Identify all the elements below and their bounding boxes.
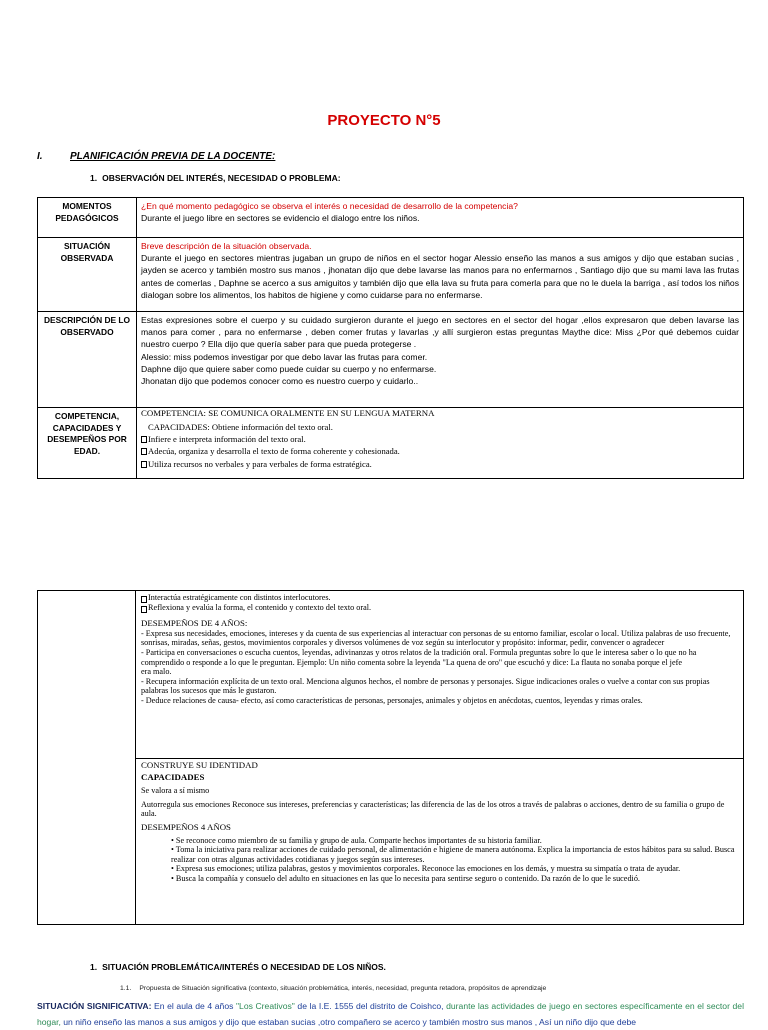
desempenos-heading: DESEMPEÑOS DE 4 AÑOS:: [141, 618, 248, 629]
cell-competencia: [137, 408, 744, 479]
desempeno-item: - Deduce relaciones de causa- efecto, así como características de personas, personajes, animales y objetos en anécdotas, cuentos, leyendas y rimas orales.: [141, 695, 643, 705]
section-i-text: PLANIFICACIÓN PREVIA DE LA DOCENTE:: [70, 151, 276, 162]
row-momentos: [38, 198, 744, 238]
section-situacion-problematica: [90, 962, 386, 972]
row-descripcion: [38, 312, 744, 408]
identidad-heading: CONSTRUYE SU IDENTIDAD: [141, 760, 258, 770]
desempeno4-item: • Expresa sus emociones; utiliza palabras, gestos y movimientos corporales. Reconoce las emociones en los demás, y muestra su simpatía o trata de ayudar.: [171, 864, 681, 874]
desempeno-item: - Expresa sus necesidades, emociones, intereses y da cuenta de sus experiencias al interactuar con personas de su entorno familiar, escolar o local. Utiliza palabras de uso frecuente, sonrisas, miradas, señas, gestos, movimientos corporales y diversos volúmenes de voz según su interlocutor y propósito: informar, pedir, convencer o agradecer: [141, 628, 731, 648]
empty-label-column: [38, 591, 136, 924]
descripcion-line: Jhonatan dijo que podemos conocer como es nuestro cuerpo y cuidarlo..: [141, 376, 419, 387]
autorregula-text: Autorregula sus emociones Reconoce sus intereses, preferencias y características; las diferencia de las de los otros a través de palabras o acciones, dentro de su familia o grupo de aula.: [141, 799, 725, 819]
competencia-capacidades: CAPACIDADES: Obtiene información del texto oral.: [148, 422, 333, 432]
competencia-item: Infiere e interpreta información del texto oral.: [141, 433, 739, 445]
situacion-segment: En el aula de 4 años: [151, 1001, 236, 1011]
cell-situacion: [137, 238, 744, 312]
subsection-number: 1.1.: [120, 985, 132, 992]
identidad-cell: [136, 758, 743, 925]
desempenos4-heading: DESEMPEÑOS 4 AÑOS: [141, 821, 231, 832]
desempeno-item: - Participa en conversaciones o escucha cuentos, leyendas, adivinanzas y otros relatos de la tradición oral. Formula preguntas sobre lo que le interesa saber o lo que no ha comprendido o responde a lo que le preguntan. Ejemplo: Un niño comenta sobre la leyenda "La quena de oro" que escuchó y dice: La flauta no sonaba porque el jefe: [141, 647, 697, 667]
section-2-number: 1.: [90, 962, 98, 972]
desempeno4-item: • Busca la compañía y consuelo del adulto en situaciones en las que lo necesita para sentirse seguro o contenido. Da razón de lo que le sucedió.: [171, 873, 640, 883]
label-competencia: COMPETENCIA, CAPACIDADES Y DESEMPEÑOS POR EDAD.: [38, 408, 137, 479]
situacion-text: Durante el juego en sectores mientras jugaban un grupo de niños en el sector hogar Alessio enseño las manos a sus amigos y dijo que estaban sucias , jayden se acerco y también mostro sus manos , jhonatan dijo que debe lavarse las manos para no enfermarnos , Santiago dijo que su mami lava las frutas antes de comerlas , Daphne se acerco a sus amiguitos y también dijo que ella lava su fruta para comerla para que no le duela la barriga , así todos los niños dialogan sobre los alimentos, los habitos de higiene y como cuidarse para no enfermarse.: [141, 253, 739, 300]
situacion-segment: de la I.E. 1555 del distrito de Coishco,: [294, 1001, 447, 1011]
desempeno-continuation: era malo.: [141, 667, 172, 677]
cell-momentos: [137, 198, 744, 238]
descripcion-line: Daphne dijo que quiere saber como puede cuidar su cuerpo y no enfermarse.: [141, 363, 437, 374]
momentos-answer: Durante el juego libre en sectores se evidencio el dialogo entre los niños.: [141, 213, 420, 224]
situacion-prompt: Breve descripción de la situación observada.: [141, 241, 312, 251]
section-2-text: SITUACIÓN PROBLEMÁTICA/INTERÉS O NECESIDAD DE LOS NIÑOS.: [102, 962, 386, 972]
subheading-text: OBSERVACIÓN DEL INTERÉS, NECESIDAD O PROBLEMA:: [102, 173, 341, 183]
subsection-propuesta: [120, 985, 546, 992]
competencia-item: Utiliza recursos no verbales y para verbales de forma estratégica.: [141, 458, 739, 470]
desempenos4-list: [141, 836, 738, 884]
desempeno4-item: • Toma la iniciativa para realizar acciones de cuidado personal, de alimentación e higiene de manera autónoma. Explica la importancia de estos hábitos para su salud. Busca realizar con otras algunas actividades cotidianas y juegos según sus intereses.: [171, 845, 735, 864]
subsection-text: Propuesta de Situación significativa (contexto, situación problemática, interés, necesidad, pregunta retadora, propósitos de aprendizaje: [139, 985, 547, 992]
page-title: PROYECTO N°5: [327, 112, 441, 129]
situacion-significativa-label: SITUACIÓN SIGNIFICATIVA:: [37, 1001, 152, 1011]
situacion-significativa-paragraph: [37, 998, 744, 1030]
capacidades-heading: CAPACIDADES: [141, 771, 205, 782]
row-competencia: [38, 408, 744, 479]
capacidad-item: Interactúa estratégicamente con distintos interlocutores.: [141, 593, 738, 603]
descripcion-line: Estas expresiones sobre el cuerpo y su cuidado surgieron durante el juego en sectores en el sector del hogar ,ellos expresaron que deben lavarse las manos para comer , para no enfermarse , deben comer frutas y lavarlas ,y allí surgieron estas preguntas Maythe dice: Miss ¿Por qué debemos cuidar nuestro cuerpo ? Ella dijo que quería saber para que pueda protegerse .: [141, 315, 739, 350]
situacion-segment: un niño enseño las manos a sus amigos y dijo que estaban sucias ,otro compañero se acerco y también mostro sus manos , Así un niño dijo que debe: [63, 1017, 637, 1027]
label-momentos: MOMENTOS PEDAGÓGICOS: [38, 198, 137, 238]
situacion-segment: "Los Creativos": [235, 1001, 295, 1011]
section-i-heading: [37, 151, 275, 162]
desempeno4-item: • Se reconoce como miembro de su familia y grupo de aula. Comparte hechos importantes de su historia familiar.: [171, 835, 542, 845]
desempeno-item: - Recupera información explícita de un texto oral. Menciona algunos hechos, el nombre de personas y personajes. Sigue indicaciones orales o vuelve a contar con sus propias palabras los sucesos que más le gustaron.: [141, 676, 710, 696]
comunicacion-desempenos-cell: [136, 591, 743, 758]
section-i-number: I.: [37, 151, 43, 162]
row-situacion: [38, 238, 744, 312]
label-situacion: SITUACIÓN OBSERVADA: [38, 238, 137, 312]
subheading-observacion: [90, 173, 341, 183]
planning-table: [37, 197, 744, 479]
cell-descripcion: [137, 312, 744, 408]
competencia-heading: COMPETENCIA: SE COMUNICA ORALMENTE EN SU LENGUA MATERNA: [141, 408, 435, 418]
competencia-item: Adecúa, organiza y desarrolla el texto de forma coherente y cohesionada.: [141, 445, 739, 457]
situacion-segment: durante las actividades de juego en sectores específicamente en el sector del hogar,: [37, 1001, 744, 1027]
momentos-question: ¿En qué momento pedagógico se observa el interés o necesidad de desarrollo de la competencia?: [141, 201, 518, 211]
capacidad-item: Reflexiona y evalúa la forma, el contenido y contexto del texto oral.: [141, 603, 738, 613]
competencias-continuation-table: [37, 590, 744, 925]
se-valora-text: Se valora a sí mismo: [141, 786, 210, 796]
descripcion-line: Alessio: miss podemos investigar por que debo lavar las frutas para comer.: [141, 351, 428, 362]
subheading-number: 1.: [90, 173, 98, 183]
label-descripcion: DESCRIPCIÓN DE LO OBSERVADO: [38, 312, 137, 408]
